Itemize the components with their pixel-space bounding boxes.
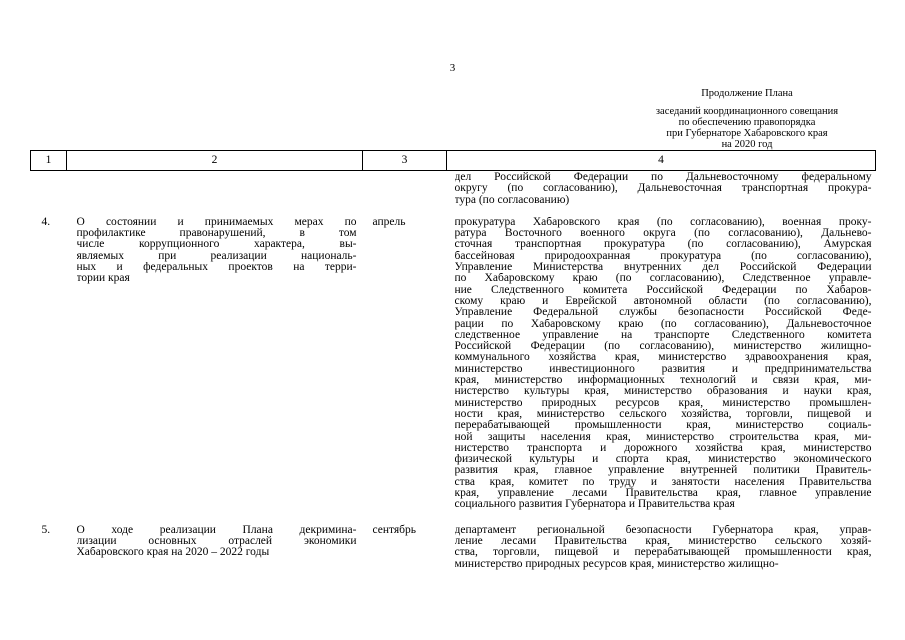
text-line: Российской Федерации (по согласованию), министерство жилищно-: [454, 341, 872, 353]
text-line: тории края: [76, 273, 130, 285]
text-line: ние Следственного комитета Российской Федерации по Хабаров-: [454, 284, 872, 296]
plan-heading-line: при Губернаторе Хабаровского края: [666, 128, 828, 139]
row-term: сентябрь: [372, 523, 417, 536]
plan-heading-line: заседаний координационного совещания: [655, 106, 839, 117]
text-line: дел Российской Федерации по Дальневосточному федеральному: [454, 172, 872, 183]
table-row: [31, 206, 876, 511]
text-line: прокуратура Хабаровского края (по согласованию), военная проку-: [454, 216, 872, 228]
text-line: социального развития Губернатора и Правительства края: [454, 499, 735, 511]
page-number: 3: [449, 62, 456, 74]
row-term: апрель: [372, 215, 406, 228]
text-line: развития края, главное управление внутренней политики Правитель-: [454, 465, 872, 477]
text-line: Управление Министерства внутренних дел Российской Федерации: [454, 262, 872, 274]
text-line: по Хабаровскому краю (по согласованию), Следственное управле-: [454, 273, 872, 285]
text-line: рации по Хабаровскому краю (по согласованию), Дальневосточное: [454, 318, 872, 330]
text-line: физической культуры и спорта края, министерство экономического: [454, 454, 872, 466]
text-line: нистерство транспорта и дорожного хозяйства края, министерство: [454, 442, 872, 454]
text-line: края, управление лесами Правительства края, главное управление: [454, 488, 872, 500]
plan-heading-line: по обеспечению правопорядка: [678, 117, 816, 128]
row-topic: [67, 206, 363, 511]
column-number-4: 4: [447, 151, 876, 171]
text-line: нистерство культуры края, министерство образования и науки края,: [454, 386, 872, 398]
plan-heading: [617, 88, 877, 150]
text-line: сточная транспортная прокуратура (по согласованию), Амурская: [454, 239, 872, 251]
text-line: профилактике правонарушений, в том: [76, 228, 357, 240]
text-line: Управление Федеральной службы безопасности Российской Феде-: [454, 307, 872, 319]
text-line: департамент региональной безопасности Губернатора края, управ-: [454, 524, 872, 536]
column-number-row: [31, 151, 876, 171]
text-line: являемых при реализации националь-: [76, 250, 357, 262]
plan-continuation-label: Продолжение Плана: [701, 88, 793, 99]
row-executors: [447, 511, 876, 570]
text-line: числе коррупционного характера, вы-: [76, 239, 357, 251]
plan-heading-line: на 2020 год: [721, 139, 773, 150]
plan-table: [30, 150, 876, 570]
text-line: следственное управление на транспорте Следственного комитета: [454, 329, 872, 341]
text-line: ности края, министерство сельского хозяйства, торговли, пищевой и: [454, 408, 872, 420]
text-line: ства края, комитет по труду и занятости населения Правительства: [454, 476, 872, 488]
text-line: министерство природных ресурсов края, министерство жилищно-: [454, 558, 779, 570]
text-line: министерство инвестиционного развития и предпринимательства: [454, 363, 872, 375]
text-line: ратура Восточного военного округа (по согласованию), Дальнево-: [454, 228, 872, 240]
text-line: ства, торговли, пищевой и перерабатывающей промышленности края,: [454, 547, 872, 559]
text-line: О ходе реализации Плана декримина-: [76, 524, 357, 536]
continuation-row: [31, 171, 876, 206]
text-line: О состоянии и принимаемых мерах по: [76, 216, 357, 228]
text-line: ление лесами Правительства края, министерство сельского хозяй-: [454, 535, 872, 547]
table-row: [31, 511, 876, 570]
row-number: 4.: [41, 215, 51, 228]
text-line: перерабатывающей промышленности края, министерство социаль-: [454, 420, 872, 432]
text-line: Хабаровского края на 2020 – 2022 годы: [76, 547, 270, 559]
row-executors: [447, 206, 876, 511]
text-line: коммунального хозяйства края, министерство здравоохранения края,: [454, 352, 872, 364]
column-number-1: 1: [31, 151, 67, 171]
text-line: тура (по согласованию): [454, 194, 570, 206]
text-line: округу (по согласованию), Дальневосточная транспортная прокура-: [454, 183, 872, 195]
continuation-executors: [447, 171, 876, 206]
column-number-3: 3: [363, 151, 447, 171]
text-line: бассейновая природоохранная прокуратура (по согласованию),: [454, 250, 872, 262]
text-line: лизации основных отраслей экономики: [76, 535, 357, 547]
text-line: ных и федеральных проектов на терри-: [76, 262, 357, 274]
row-topic: [67, 511, 363, 570]
text-line: скому краю и Еврейской автономной области (по согласованию),: [454, 295, 872, 307]
text-line: ной защиты населения края, министерство строительства края, ми-: [454, 431, 872, 443]
column-number-2: 2: [67, 151, 363, 171]
text-line: министерство природных ресурсов края, министерство промышлен-: [454, 397, 872, 409]
text-line: края, министерство информационных технологий и связи края, ми-: [454, 375, 872, 387]
row-number: 5.: [41, 523, 51, 536]
